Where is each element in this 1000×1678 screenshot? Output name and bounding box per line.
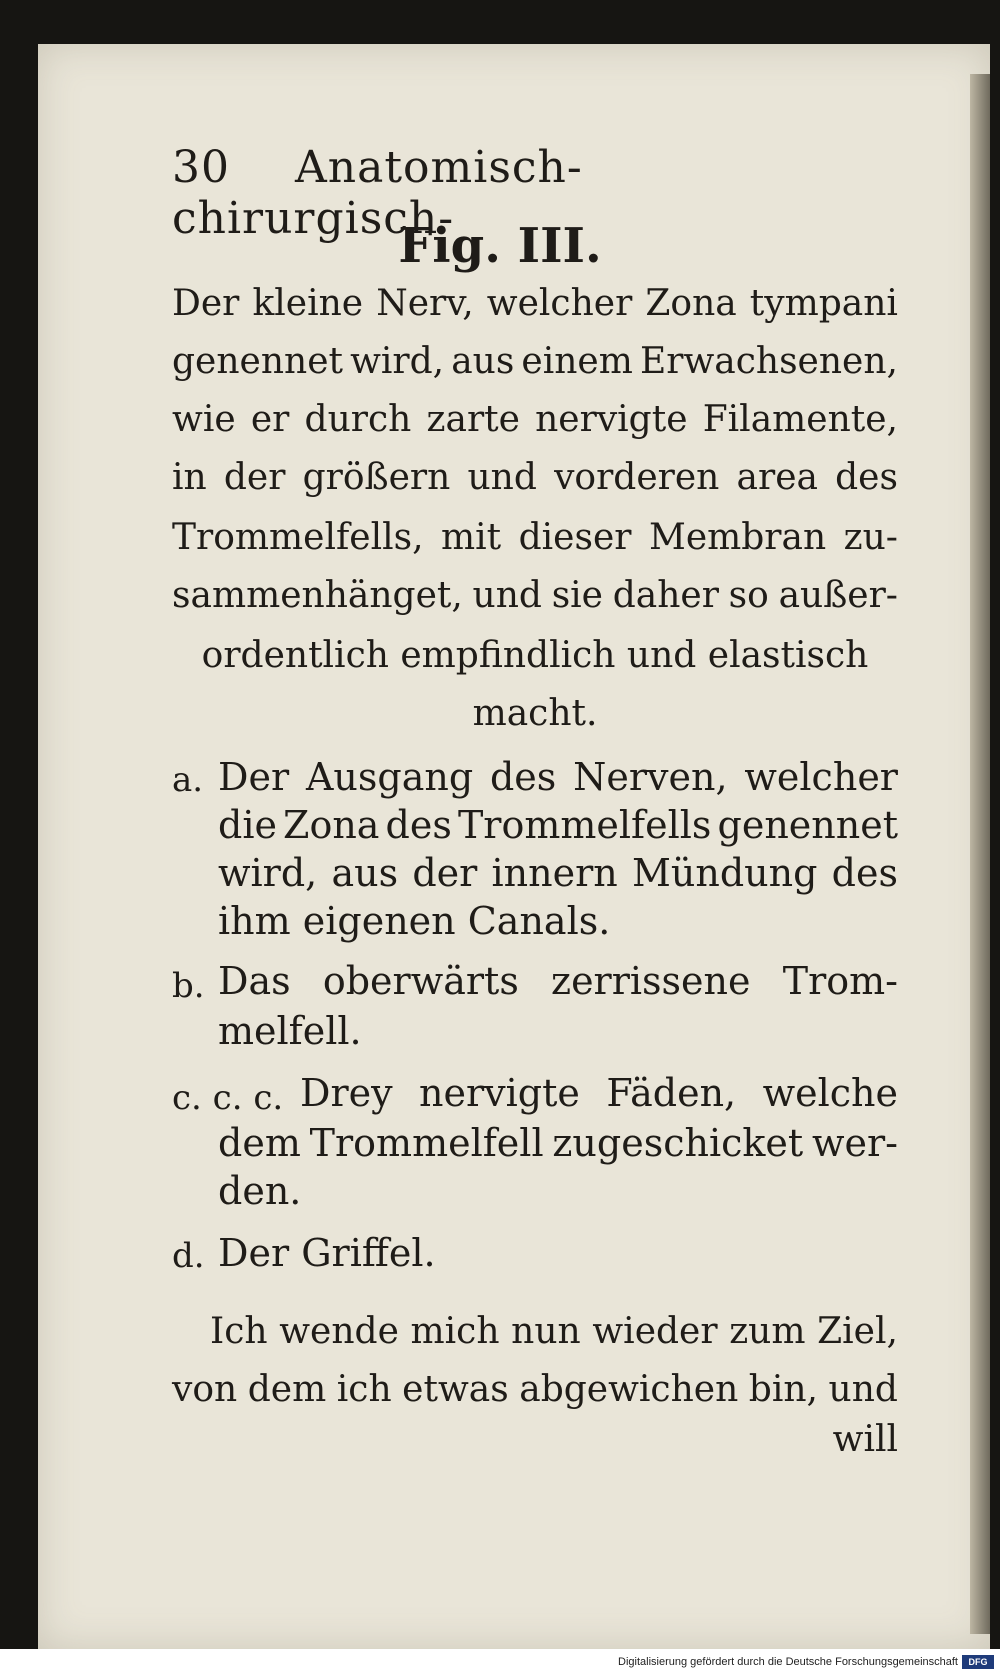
- word: Ziel,: [817, 1311, 898, 1352]
- word: Der: [172, 283, 240, 324]
- word: Drey: [300, 1071, 393, 1115]
- description-line: [172, 458, 898, 498]
- word: daher: [612, 575, 719, 616]
- word: mich: [410, 1311, 500, 1352]
- word: Nerven,: [573, 755, 728, 799]
- word: welcher: [486, 283, 633, 324]
- word: aus: [331, 851, 399, 895]
- item-c-line: [300, 1072, 898, 1114]
- word: der: [223, 457, 286, 498]
- word: nun: [511, 1311, 581, 1352]
- item-a-line: [218, 804, 898, 846]
- word: Zona: [645, 283, 737, 324]
- word: Mündung: [631, 851, 818, 895]
- word: wird,: [218, 851, 318, 895]
- word: Der: [218, 755, 290, 799]
- word: welche: [762, 1071, 898, 1115]
- word: außer-: [778, 575, 898, 616]
- word: oberwärts: [322, 959, 519, 1003]
- word: des: [835, 457, 898, 498]
- dfg-logo: DFG: [962, 1655, 994, 1669]
- word: abgewichen: [519, 1369, 739, 1410]
- word: Filamente,: [702, 399, 898, 440]
- description-line: [172, 518, 898, 558]
- word: sammenhänget,: [172, 575, 463, 616]
- description-line: [172, 342, 898, 382]
- word: größern: [302, 457, 451, 498]
- word: dem: [247, 1369, 327, 1410]
- word: dem: [218, 1121, 301, 1165]
- word: Trommelfells: [457, 803, 712, 847]
- word: des: [489, 755, 557, 799]
- running-title: Anatomisch-chirurgisch-: [172, 142, 583, 244]
- word: die: [218, 803, 277, 847]
- word: Membran: [648, 517, 827, 558]
- word: Das: [218, 959, 291, 1003]
- word: und: [472, 575, 542, 616]
- item-a-line: [218, 756, 898, 798]
- description-line: [172, 576, 898, 616]
- word: genennet: [172, 341, 343, 382]
- description-line: [172, 400, 898, 440]
- item-label-c: c. c. c.: [172, 1078, 284, 1118]
- word: wieder: [592, 1311, 718, 1352]
- word: wende: [279, 1311, 399, 1352]
- word: wer-: [811, 1121, 898, 1165]
- item-b-line: melfell.: [218, 1009, 362, 1053]
- word: Ich: [210, 1311, 268, 1352]
- page-edge: [970, 74, 990, 1634]
- item-label-a: a.: [172, 760, 204, 800]
- word: innern: [491, 851, 618, 895]
- word: Zona: [283, 803, 380, 847]
- word: von: [172, 1369, 238, 1410]
- word: sie: [551, 575, 603, 616]
- word: bin,: [748, 1369, 818, 1410]
- word: Fäden,: [606, 1071, 737, 1115]
- word: durch: [304, 399, 412, 440]
- word: Trommelfell: [309, 1121, 544, 1165]
- footer-credit: Digitalisierung gefördert durch die Deutsche Forschungsgemeinschaft: [618, 1656, 958, 1668]
- word: kleine: [252, 283, 364, 324]
- item-c-line: [218, 1122, 898, 1164]
- word: welcher: [744, 755, 898, 799]
- word: zum: [729, 1311, 806, 1352]
- word: vorderen: [554, 457, 720, 498]
- item-b-line: [218, 960, 898, 1002]
- description-line: macht.: [472, 693, 598, 734]
- word: und: [467, 457, 537, 498]
- word: etwas: [402, 1369, 509, 1410]
- item-c-line: den.: [218, 1169, 302, 1213]
- word: Ausgang: [305, 755, 474, 799]
- word: wird,: [350, 341, 445, 382]
- item-d-line: Der Griffel.: [218, 1231, 436, 1275]
- item-label-d: d.: [172, 1236, 205, 1276]
- closing-line: [210, 1312, 898, 1352]
- word: dieser: [518, 517, 632, 558]
- word: ich: [336, 1369, 392, 1410]
- word: er: [250, 399, 290, 440]
- word: nervigte: [535, 399, 688, 440]
- word: area: [736, 457, 818, 498]
- page-number: 30: [172, 142, 230, 193]
- item-label-b: b.: [172, 966, 205, 1006]
- word: nervigte: [419, 1071, 580, 1115]
- word: einem: [521, 341, 633, 382]
- word: so: [728, 575, 769, 616]
- word: zerrissene: [551, 959, 751, 1003]
- closing-line: will: [832, 1419, 898, 1460]
- word: zu-: [843, 517, 898, 558]
- word: aus: [451, 341, 515, 382]
- word: der: [412, 851, 478, 895]
- word: tympani: [749, 283, 898, 324]
- item-a-line: ihm eigenen Canals.: [218, 899, 611, 943]
- word: genennet: [717, 803, 898, 847]
- word: zarte: [426, 399, 520, 440]
- description-line: [172, 284, 898, 324]
- word: und: [828, 1369, 898, 1410]
- word: Erwachsenen,: [639, 341, 898, 382]
- word: wie: [172, 399, 236, 440]
- word: mit: [441, 517, 502, 558]
- word: Trom-: [782, 959, 898, 1003]
- word: in: [172, 457, 207, 498]
- description-line: ordentlich empfindlich und elastisch: [201, 635, 869, 676]
- word: des: [385, 803, 452, 847]
- word: zugeschicket: [552, 1121, 804, 1165]
- word: Nerv,: [376, 283, 474, 324]
- figure-title: Fig. III.: [398, 218, 602, 274]
- item-a-line: [218, 852, 898, 894]
- word: des: [831, 851, 898, 895]
- word: Trommelfells,: [172, 517, 424, 558]
- closing-line: [172, 1370, 898, 1410]
